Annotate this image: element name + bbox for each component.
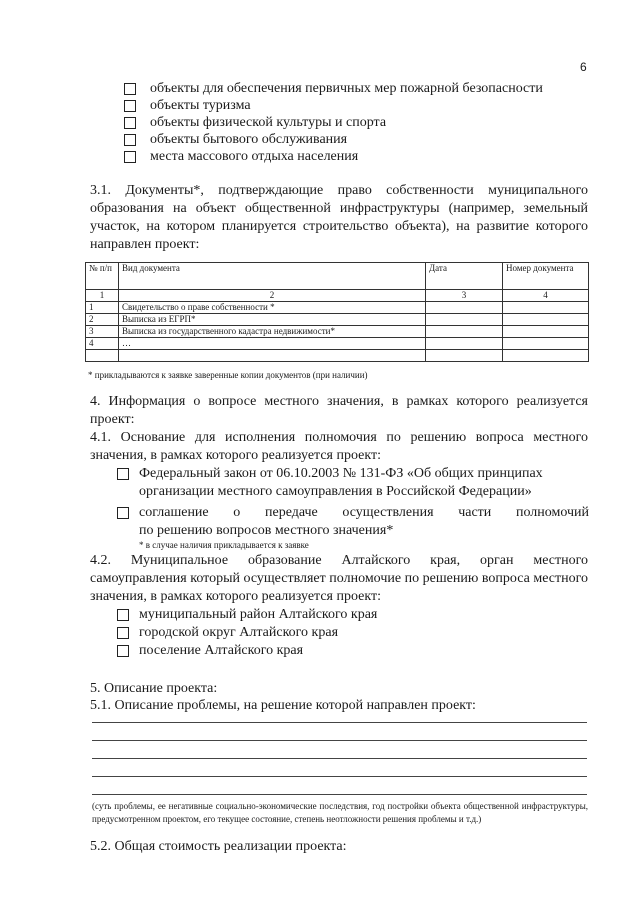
answer-line[interactable] bbox=[92, 740, 587, 741]
checkbox[interactable] bbox=[117, 468, 129, 480]
table-cell[interactable] bbox=[426, 338, 503, 350]
table-cell[interactable] bbox=[503, 338, 589, 350]
table-cell bbox=[119, 350, 426, 362]
table-row bbox=[86, 326, 589, 338]
option-label: поселение Алтайского края bbox=[139, 643, 304, 658]
section-5-1-note: (суть проблемы, ее негативные социально-экономические последствия, год постройки объекта общественной инфраструктуры, предусмотренном проектом, его текущее состояние, степень неотложности решения проблемы и т.д.) bbox=[92, 801, 588, 824]
answer-line[interactable] bbox=[92, 758, 587, 759]
table-cell[interactable] bbox=[503, 302, 589, 314]
column-number: 2 bbox=[119, 290, 426, 302]
table-cell: 2 bbox=[86, 314, 119, 326]
table-cell[interactable] bbox=[426, 326, 503, 338]
option-label: объекты бытового обслуживания bbox=[150, 132, 348, 147]
table-cell: 1 bbox=[86, 302, 119, 314]
checkbox[interactable] bbox=[124, 134, 136, 146]
table-header-row bbox=[86, 263, 589, 290]
table-cell[interactable] bbox=[503, 350, 589, 362]
table-row bbox=[86, 314, 589, 326]
table-cell: Выписка из государственного кадастра недвижимости* bbox=[119, 326, 426, 338]
table-cell[interactable] bbox=[426, 314, 503, 326]
agreement-note: * в случае наличия прикладывается к заявке bbox=[139, 540, 309, 550]
municipality-option-urban-district[interactable] bbox=[117, 625, 338, 641]
table-row bbox=[86, 290, 589, 302]
federal-law-continuation: организации местного самоуправления в Российской Федерации» bbox=[139, 484, 532, 499]
option-label: объекты физической культуры и спорта bbox=[150, 115, 387, 130]
page-number: 6 bbox=[580, 60, 587, 74]
column-number: 4 bbox=[503, 290, 589, 302]
answer-line[interactable] bbox=[92, 722, 587, 723]
basis-option-federal-law[interactable] bbox=[117, 466, 543, 482]
column-number: 1 bbox=[86, 290, 119, 302]
section-4-1-text: 4.1. Основание для исполнения полномочия по решению вопроса местного значения, в рамках которого реализуется проект: bbox=[90, 430, 588, 463]
answer-line[interactable] bbox=[92, 776, 587, 777]
table-cell[interactable] bbox=[503, 314, 589, 326]
checkbox[interactable] bbox=[117, 645, 129, 657]
object-option-tourism[interactable] bbox=[124, 98, 251, 114]
table-footnote: * прикладываются к заявке заверенные копии документов (при наличии) bbox=[88, 370, 368, 380]
table-cell[interactable] bbox=[426, 350, 503, 362]
table-cell: Свидетельство о праве собственности * bbox=[119, 302, 426, 314]
option-label: городской округ Алтайского края bbox=[139, 625, 339, 640]
section-5-2-title: 5.2. Общая стоимость реализации проекта: bbox=[90, 839, 347, 854]
agreement-continuation: по решению вопросов местного значения* bbox=[139, 523, 394, 538]
object-option-household[interactable] bbox=[124, 132, 347, 148]
option-label: места массового отдыха населения bbox=[150, 149, 359, 164]
section-3-1-text: 3.1. Документы*, подтверждающие право собственности муниципального образования на объект общественной инфраструктуры (например, земельный участок, на котором планируется строительство объекта), на развитие которого направлен проект: bbox=[90, 183, 588, 252]
column-number: 3 bbox=[426, 290, 503, 302]
section-5-title: 5. Описание проекта: bbox=[90, 681, 218, 696]
checkbox[interactable] bbox=[124, 151, 136, 163]
checkbox[interactable] bbox=[124, 100, 136, 112]
option-label: муниципальный район Алтайского края bbox=[139, 607, 378, 622]
section-5-1-title: 5.1. Описание проблемы, на решение которой направлен проект: bbox=[90, 698, 476, 713]
checkbox[interactable] bbox=[117, 627, 129, 639]
table-cell: 3 bbox=[86, 326, 119, 338]
table-cell: 4 bbox=[86, 338, 119, 350]
header-number: № п/п bbox=[86, 263, 119, 290]
object-option-sport[interactable] bbox=[124, 115, 386, 131]
option-label: объекты для обеспечения первичных мер пожарной безопасности bbox=[150, 81, 543, 96]
option-label: объекты туризма bbox=[150, 98, 251, 113]
table-row bbox=[86, 350, 589, 362]
header-doc-type: Вид документа bbox=[119, 263, 426, 290]
object-option-recreation[interactable] bbox=[124, 149, 358, 165]
checkbox[interactable] bbox=[124, 83, 136, 95]
checkbox[interactable] bbox=[124, 117, 136, 129]
answer-line[interactable] bbox=[92, 794, 587, 795]
option-label: Федеральный закон от 06.10.2003 № 131-ФЗ «Об общих принципах bbox=[139, 466, 543, 481]
documents-table bbox=[85, 262, 589, 362]
table-row bbox=[86, 338, 589, 350]
header-date: Дата bbox=[426, 263, 503, 290]
table-cell: Выписка из ЕГРП* bbox=[119, 314, 426, 326]
basis-option-agreement[interactable] bbox=[117, 505, 589, 521]
table-cell bbox=[86, 350, 119, 362]
object-option-fire-safety[interactable] bbox=[124, 81, 543, 97]
section-4-2-text: 4.2. Муниципальное образование Алтайского края, орган местного самоуправления который осуществляет полномочие по решению вопроса местного значения, в рамках которого реализуется проект: bbox=[90, 553, 588, 604]
header-doc-number: Номер документа bbox=[503, 263, 589, 290]
municipality-option-district[interactable] bbox=[117, 607, 377, 623]
option-label: соглашение о передаче осуществления части полномочий bbox=[139, 505, 589, 520]
checkbox[interactable] bbox=[117, 507, 129, 519]
table-cell[interactable] bbox=[426, 302, 503, 314]
municipality-option-settlement[interactable] bbox=[117, 643, 303, 659]
table-cell[interactable] bbox=[503, 326, 589, 338]
table-cell: … bbox=[119, 338, 426, 350]
section-4-text: 4. Информация о вопросе местного значения, в рамках которого реализуется проект: bbox=[90, 394, 588, 427]
checkbox[interactable] bbox=[117, 609, 129, 621]
table-row bbox=[86, 302, 589, 314]
